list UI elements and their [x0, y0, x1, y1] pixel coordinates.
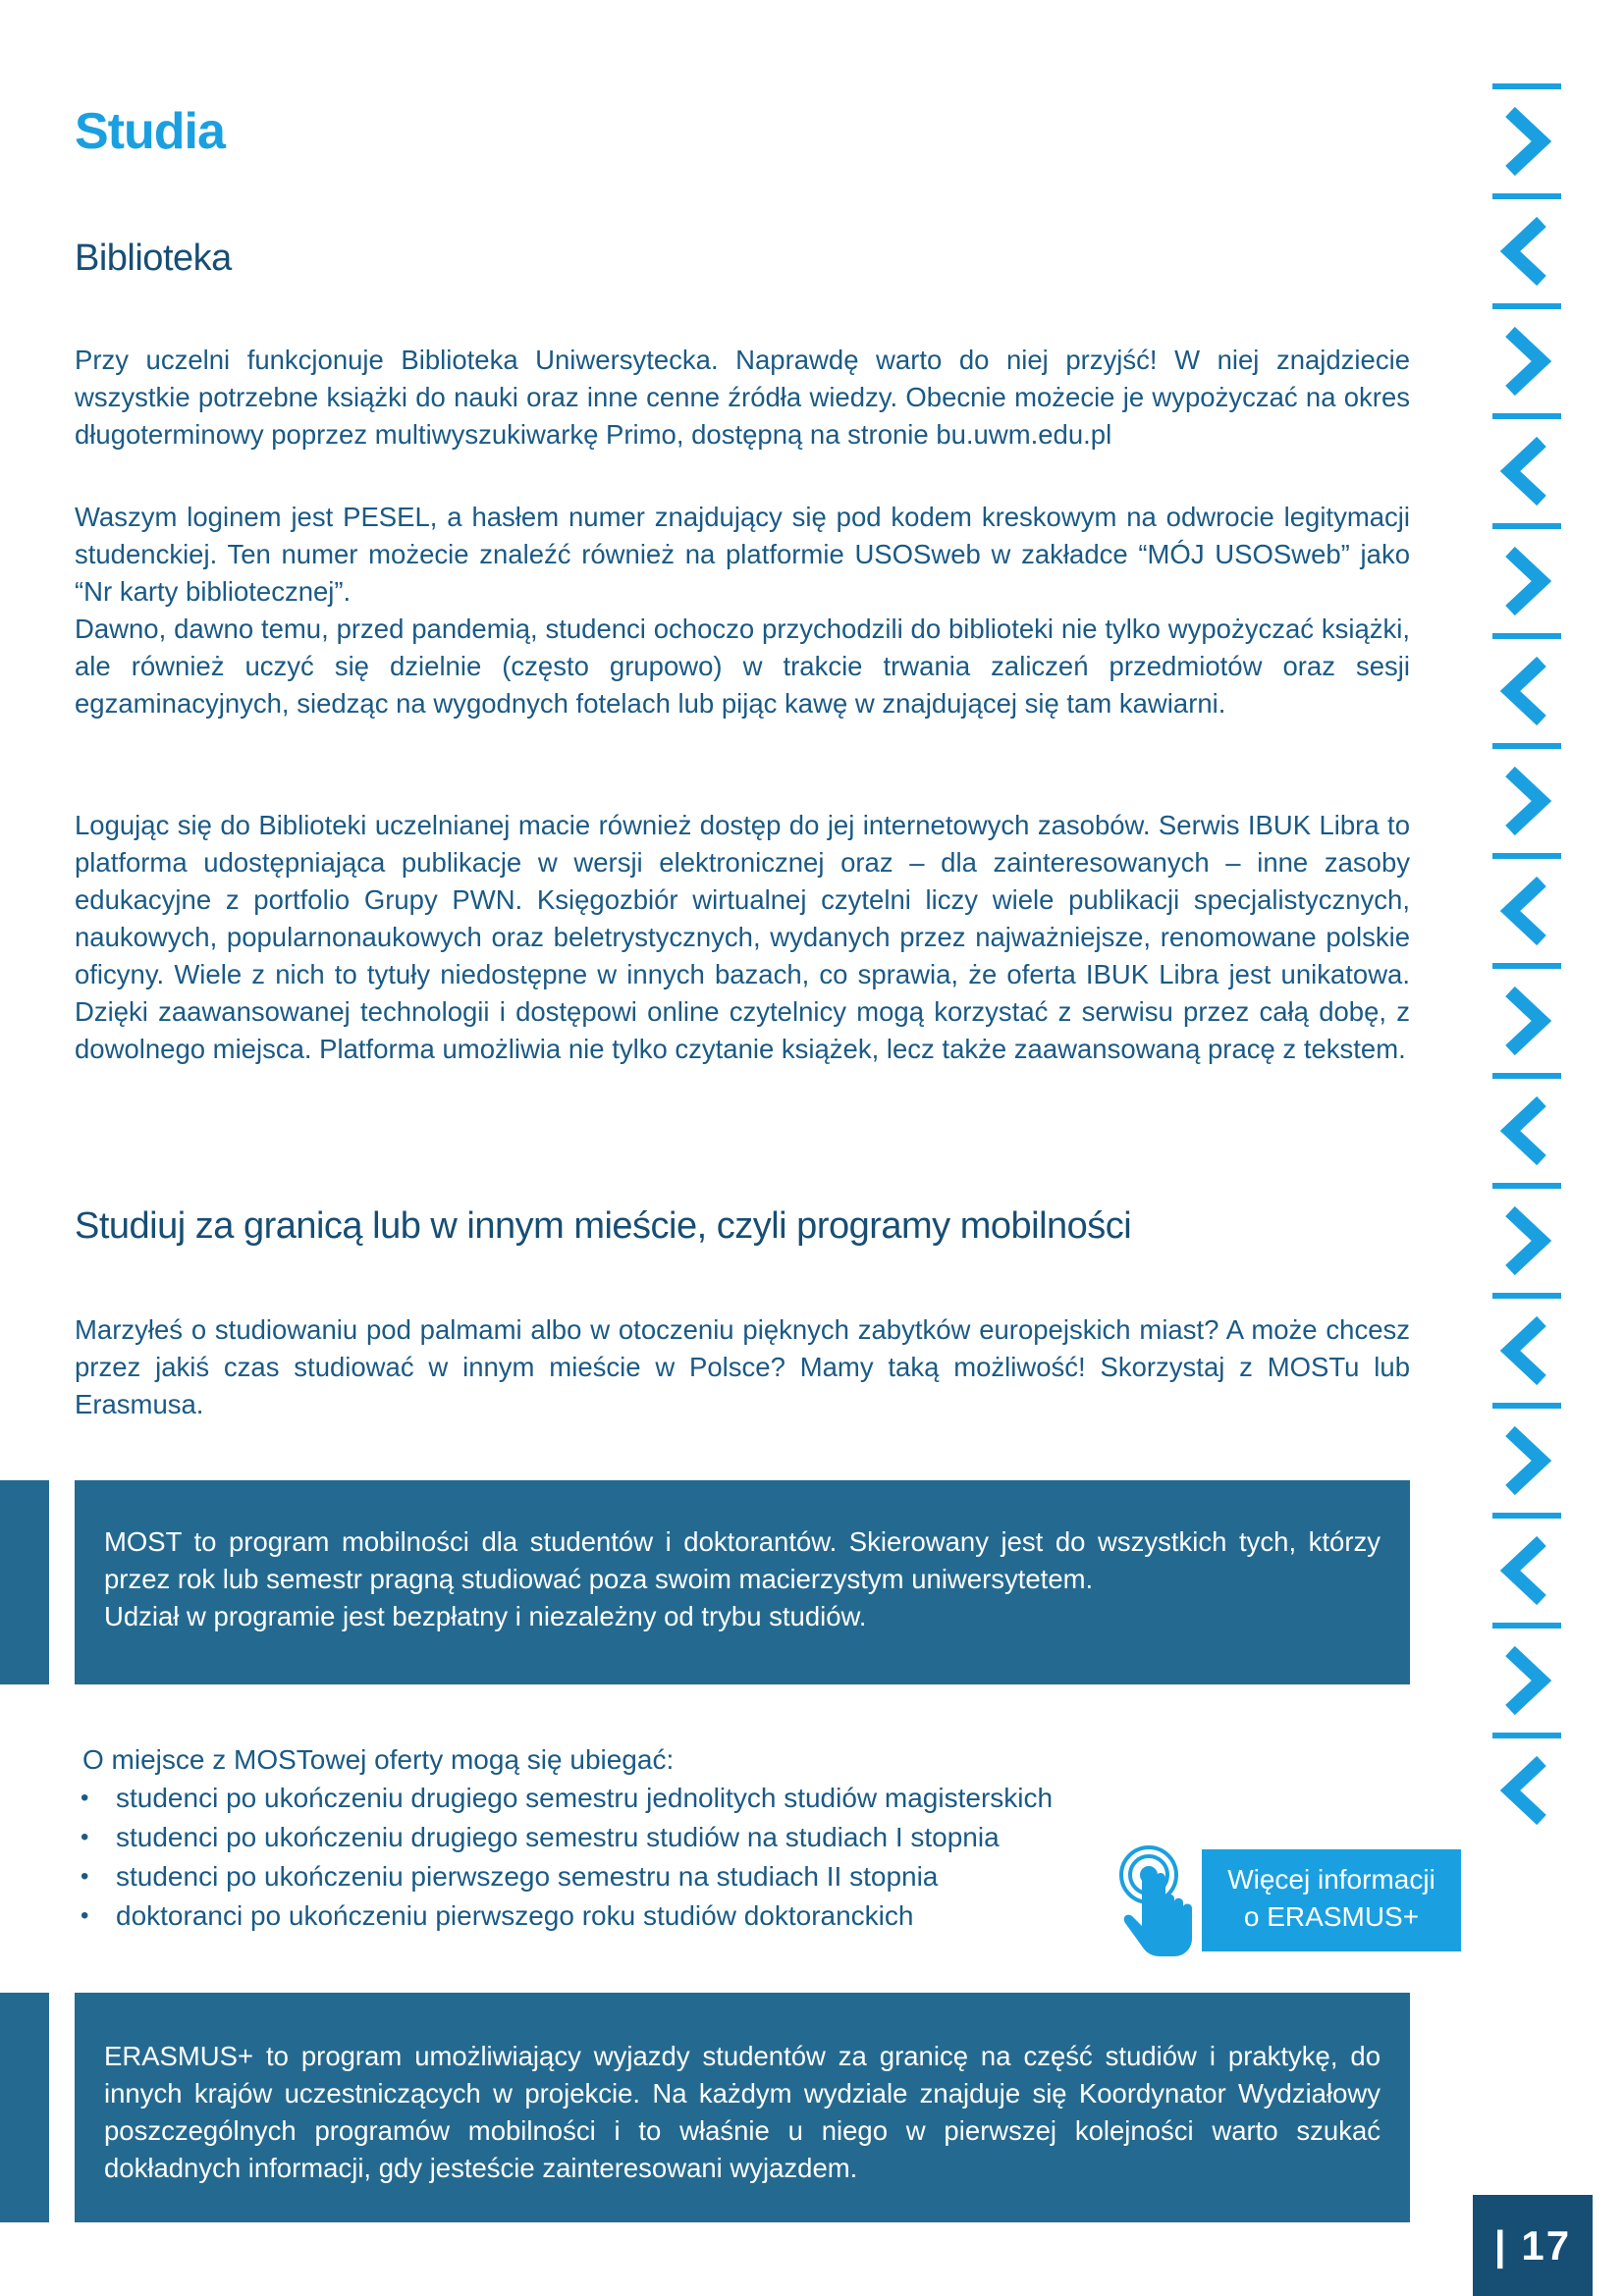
erasmus-box-paragraph: ERASMUS+ to program umożliwiający wyjazdy studentów za granicę na część studiów i praktykę, do innych krajów uczestniczących w projekcie. Na każdym wydziale znajduje się Koordynator Wydziałowy poszczególnych programów mobilności i to właśnie u niego w pierwszej kolejności warto szukać dokładnych informacji, gdy jesteście zainteresowani wyjazdem. [104, 2041, 1380, 2183]
rail-divider [1492, 1733, 1561, 1738]
rail-divider [1492, 303, 1561, 309]
chevron-right-icon [1510, 1431, 1542, 1490]
erasmus-button-line-2: o ERASMUS+ [1243, 1901, 1420, 1932]
rail-divider [1492, 853, 1561, 859]
library-text-2: Waszym loginem jest PESEL, a hasłem numer znajdujący się pod kodem kreskowym na odwrocie legitymacji studenckiej. Ten numer możecie znaleźć również na platformie USOSweb w zakładce “MÓJ USOSweb” jako “Nr karty bibliotecznej”. [75, 502, 1410, 607]
library-text-1: Przy uczelni funkcjonuje Biblioteka Uniwersytecka. Naprawdę warto do niej przyjść! W niej znajdziecie wszystkie potrzebne książki do nauki oraz inne cenne źródła wiedzy. Obecnie możecie je wypożyczać na okres długoterminowy poprzez multiwyszukiwarkę Primo, dostępną na stronie bu.uwm.edu.pl [75, 345, 1410, 450]
chevron-left-icon [1510, 1761, 1542, 1820]
list-item: • studenci po ukończeniu pierwszego semestru na studiach II stopnia [79, 1857, 1053, 1896]
rail-divider [1492, 83, 1561, 89]
rail-divider [1492, 1073, 1561, 1079]
list-item: • studenci po ukończeniu drugiego semestru studiów na studiach I stopnia [79, 1818, 1053, 1857]
chevron-left-icon [1510, 1321, 1542, 1380]
chevron-right-icon [1510, 1211, 1542, 1270]
chevron-right-icon [1510, 552, 1542, 611]
library-text-3: Dawno, dawno temu, przed pandemią, studenci ochoczo przychodzili do biblioteki nie tylko wypożyczać książki, ale również uczyć się dzielnie (często grupowo) w trakcie trwania zaliczeń przedmiotów oraz sesji egzaminacyjnych, siedząc na wygodnych fotelach lub pijąc kawę w znajdującej się tam kawiarni. [75, 614, 1410, 719]
most-box-line-1: MOST to program mobilności dla studentów i doktorantów. Skierowany jest do wszystkich tych, którzy przez rok lub semestr pragną studiować poza swoim macierzystym uniwersytetem. [104, 1526, 1380, 1594]
tap-hand-icon[interactable] [1117, 1845, 1196, 1957]
rail-divider [1492, 1513, 1561, 1519]
chevron-right-icon [1510, 1651, 1542, 1710]
most-info-box [75, 1480, 1410, 1684]
most-box-line-2: Udział w programie jest bezpłatny i niezależny od trybu studiów. [104, 1601, 867, 1631]
chevron-left-icon [1510, 881, 1542, 940]
chevron-right-icon [1510, 332, 1542, 391]
rail-divider [1492, 1183, 1561, 1189]
list-item: • studenci po ukończeniu drugiego semestru jednolitych studiów magisterskich [79, 1779, 1053, 1818]
chevron-left-icon [1510, 222, 1542, 281]
rail-divider [1492, 963, 1561, 969]
library-paragraph-1 [75, 342, 1410, 454]
page-number: | 17 [1473, 2195, 1593, 2296]
chevron-right-icon [1510, 991, 1542, 1050]
rail-divider [1492, 413, 1561, 419]
chevron-left-icon [1510, 442, 1542, 501]
library-paragraph-4 [75, 807, 1410, 1068]
rail-divider [1492, 1623, 1561, 1629]
chevron-left-icon [1510, 1541, 1542, 1600]
library-paragraph-2 [75, 499, 1410, 722]
erasmus-info-box [75, 1993, 1410, 2222]
library-text-4: Logując się do Biblioteki uczelnianej macie również dostęp do jej internetowych zasobów. Serwis IBUK Libra to platforma udostępniająca publikacje w wersji elektronicznej oraz – dla zainteresowanych – inne zasoby edukacyjne z portfolio Grupy PWN. Księgozbiór wirtualnej czytelni liczy wiele publikacji specjalistycznych, naukowych, popularnonaukowych oraz beletrystycznych, wydanych przez najważniejsze, renomowane polskie oficyny. Wiele z nich to tytuły niedostępne w innych bazach, co sprawia, że oferta IBUK Libra jest unikatowa. Dzięki zaawansowanej technologii i dostępowi online czytelnicy mogą korzystać z serwisu przez całą dobę, z dowolnego miejsca. Platforma umożliwia nie tylko czytanie książek, lecz także zaawansowaną pracę z tekstem. [75, 810, 1410, 1064]
chevron-left-icon [1510, 662, 1542, 721]
rail-divider [1492, 633, 1561, 639]
erasmus-button-line-1: Więcej informacji [1227, 1864, 1435, 1895]
erasmus-more-info-button[interactable] [1202, 1849, 1461, 1951]
most-box-text [104, 1523, 1380, 1635]
rail-divider [1492, 743, 1561, 749]
erasmus-box-text [104, 2038, 1380, 2187]
mobility-intro [75, 1311, 1410, 1423]
erasmus-box-side-bar [0, 1993, 49, 2222]
chevron-left-icon [1510, 1101, 1542, 1160]
library-heading: Biblioteka [75, 238, 232, 279]
list-item: • doktoranci po ukończeniu pierwszego roku studiów doktoranckich [79, 1896, 1053, 1936]
chevron-rail-icon [1485, 79, 1569, 1836]
page-title: Studia [75, 103, 225, 160]
chevron-rail-svg [1485, 79, 1569, 1836]
mobility-heading: Studiuj za granicą lub w innym mieście, czyli programy mobilności [75, 1205, 1132, 1247]
most-list-intro: O miejsce z MOSTowej oferty mogą się ubiegać: [82, 1744, 675, 1775]
chevron-right-icon [1510, 772, 1542, 830]
rail-divider [1492, 1293, 1561, 1299]
chevron-right-icon [1510, 112, 1542, 171]
mobility-intro-text: Marzyłeś o studiowaniu pod palmami albo w otoczeniu pięknych zabytków europejskich miast? A może chcesz przez jakiś czas studiować w innym mieście w Polsce? Mamy taką możliwość! Skorzystaj z MOSTu lub Erasmusa. [75, 1314, 1410, 1419]
most-box-side-bar [0, 1480, 49, 1684]
rail-divider [1492, 193, 1561, 199]
rail-divider [1492, 523, 1561, 529]
most-eligibility-list [79, 1779, 1053, 1936]
rail-divider [1492, 1403, 1561, 1409]
